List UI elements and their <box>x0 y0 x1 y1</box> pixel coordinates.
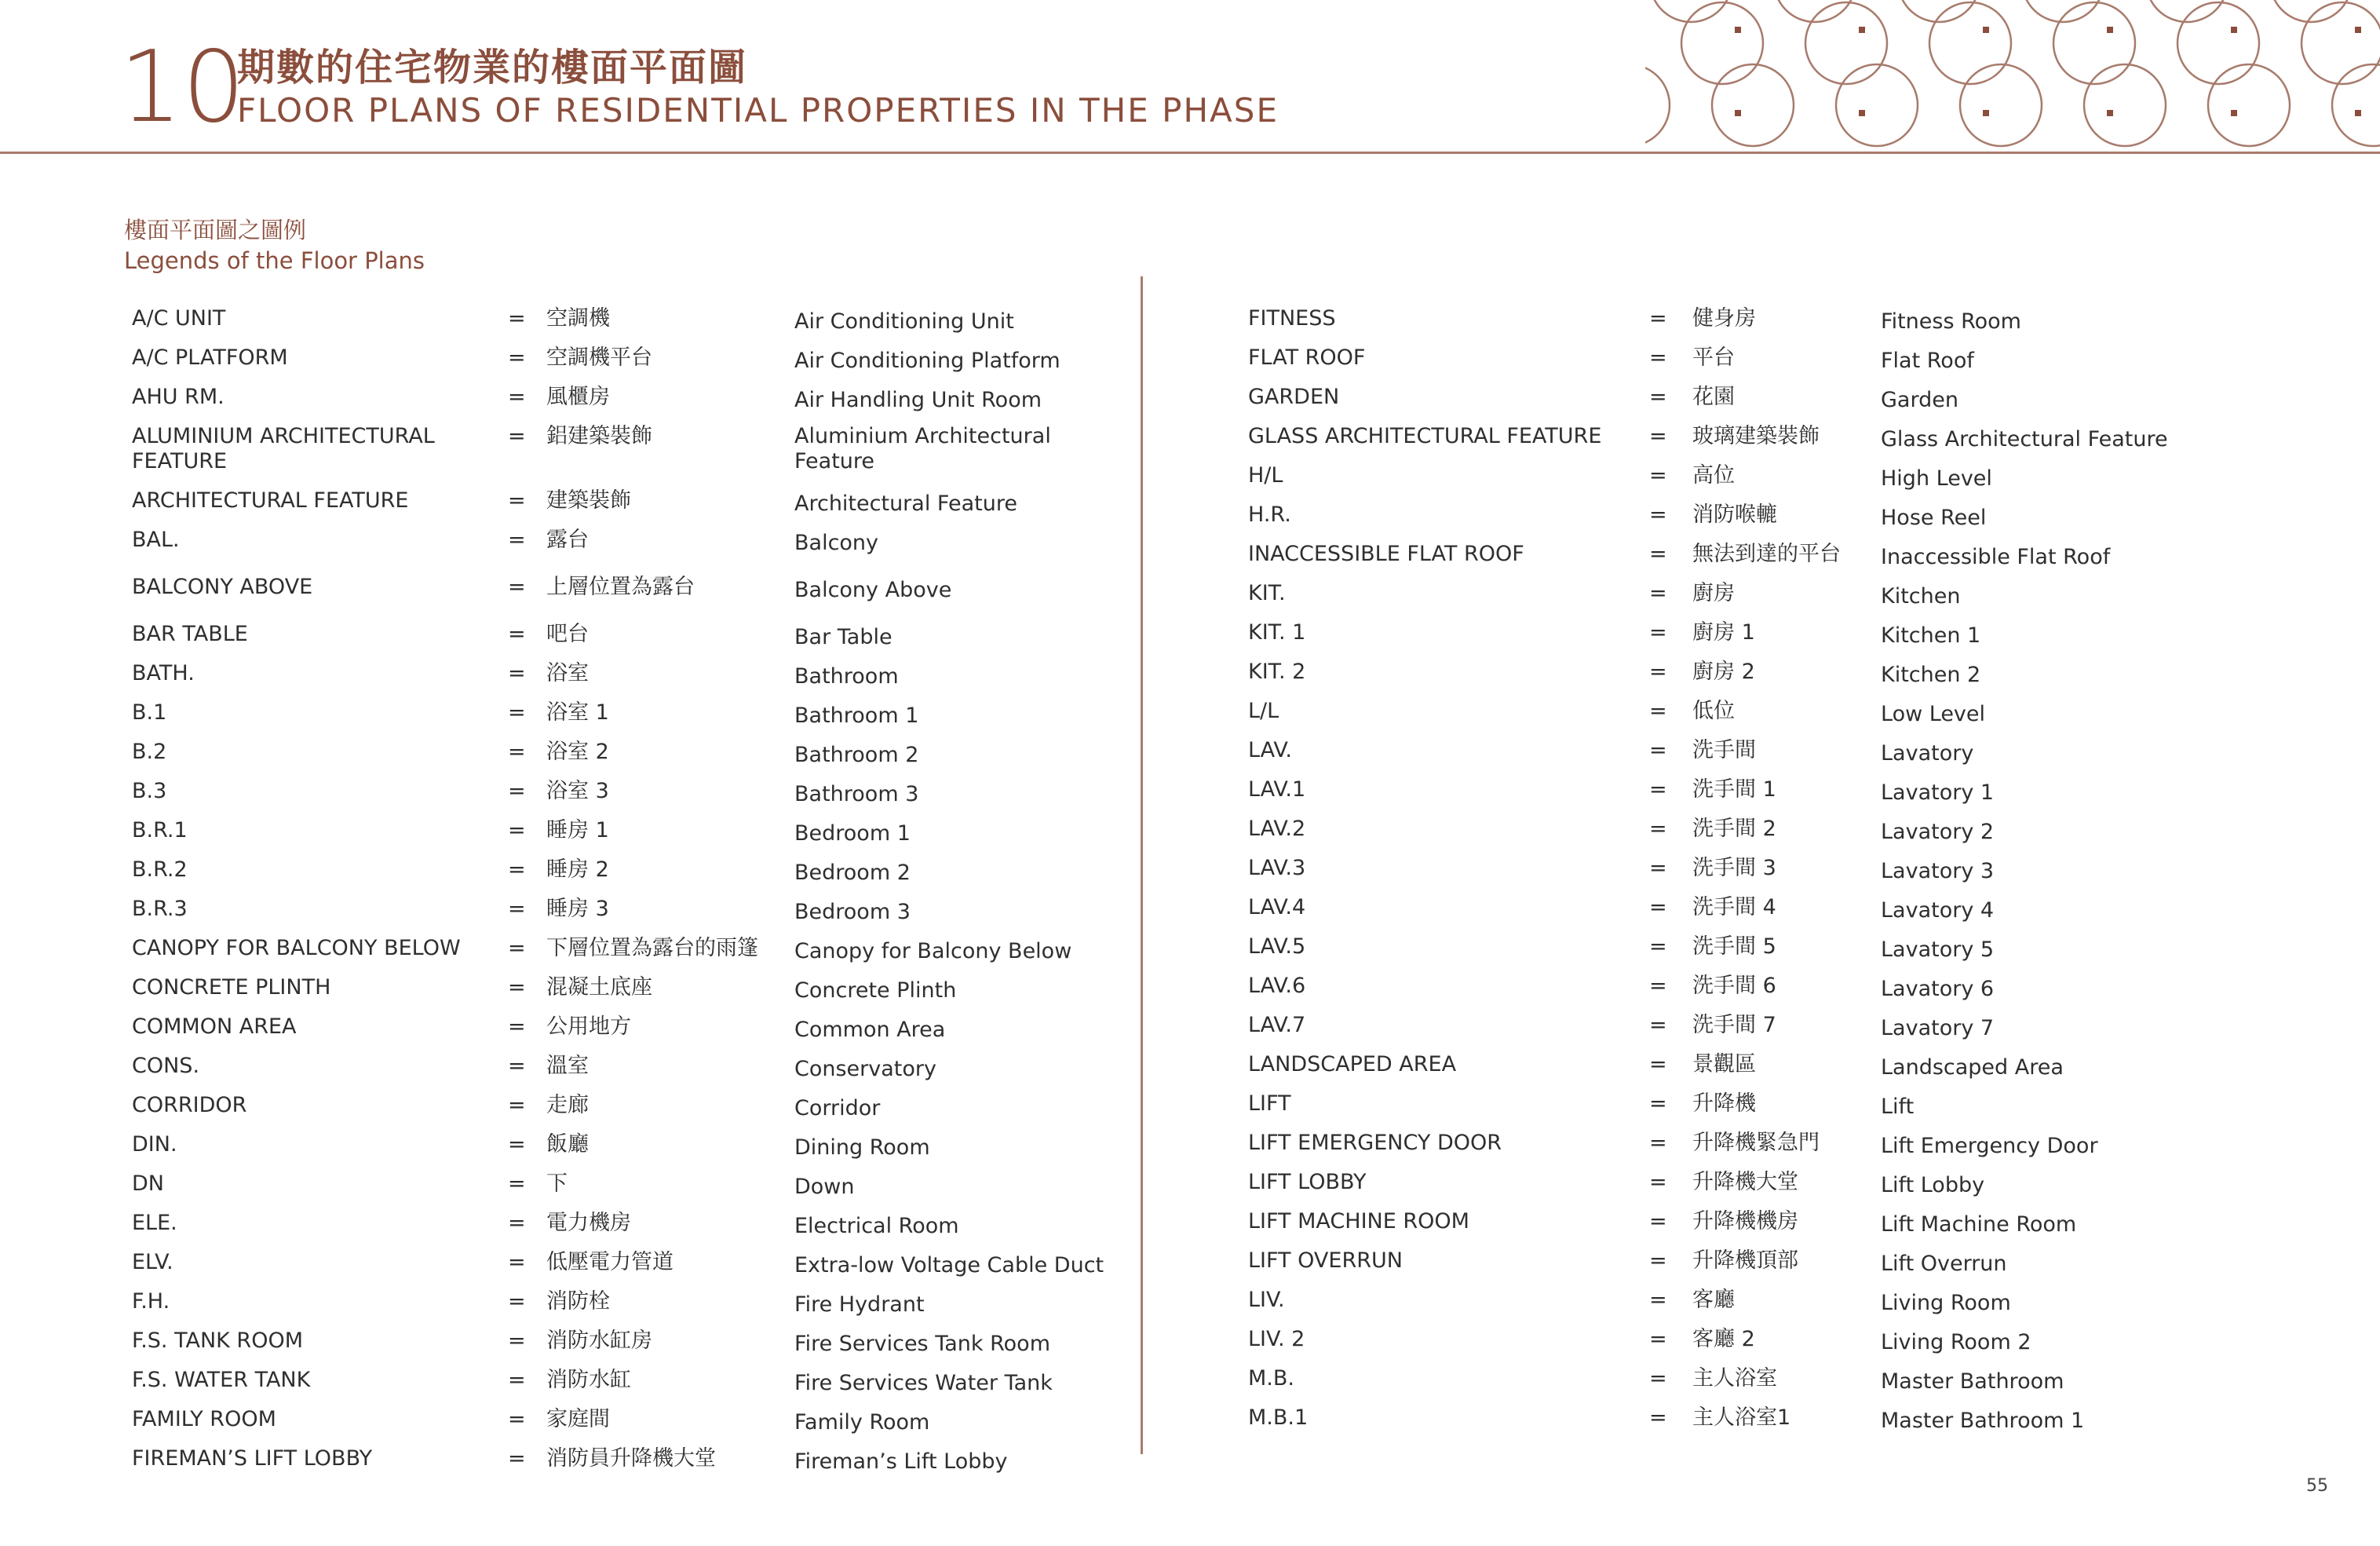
legend-zh: 睡房 1 <box>546 818 609 842</box>
equals-sign: = <box>508 1250 526 1274</box>
equals-sign: = <box>1649 1052 1667 1076</box>
legend-zh: 低位 <box>1692 699 1735 723</box>
legend-en: Master Bathroom <box>1881 1369 2064 1394</box>
legend-zh: 吧台 <box>546 622 589 646</box>
legend-zh: 洗手間 2 <box>1692 817 1776 841</box>
legend-zh: 主人浴室1 <box>1692 1405 1791 1430</box>
legend-zh: 洗手間 1 <box>1692 777 1776 802</box>
legend-zh: 溫室 <box>546 1054 589 1078</box>
equals-sign: = <box>1649 1248 1667 1273</box>
equals-sign: = <box>1649 1131 1667 1155</box>
equals-sign: = <box>508 1446 526 1471</box>
legend-en: Lift Machine Room <box>1881 1212 2077 1237</box>
legend-abbr: LIFT <box>1248 1091 1291 1116</box>
legend-abbr: L/L <box>1248 699 1279 723</box>
equals-sign: = <box>1649 1209 1667 1234</box>
legend-abbr: ELE. <box>132 1211 177 1235</box>
legend-zh: 消防員升降機大堂 <box>546 1446 716 1471</box>
legend-zh: 上層位置為露台 <box>546 575 695 599</box>
legend-zh: 升降機緊急門 <box>1692 1131 1820 1155</box>
legend-abbr: LANDSCAPED AREA <box>1248 1052 1457 1076</box>
legend-en: Fire Services Tank Room <box>794 1332 1050 1356</box>
legend-abbr: ARCHITECTURAL FEATURE <box>132 488 409 513</box>
legend-en: Fire Services Water Tank <box>794 1371 1053 1395</box>
equals-sign: = <box>1649 974 1667 998</box>
legend-abbr: M.B. <box>1248 1366 1294 1391</box>
equals-sign: = <box>508 424 526 448</box>
legend-zh: 升降機頂部 <box>1692 1248 1798 1273</box>
decorative-circle-pattern <box>1645 0 2380 154</box>
equals-sign: = <box>508 1054 526 1078</box>
legend-abbr: LAV.6 <box>1248 974 1306 998</box>
pattern-link <box>2107 27 2113 33</box>
equals-sign: = <box>508 1368 526 1392</box>
legend-abbr: B.3 <box>132 779 167 803</box>
legend-abbr: FIREMAN’S LIFT LOBBY <box>132 1446 373 1471</box>
legend-en: Flat Roof <box>1881 349 1974 373</box>
legend-zh: 公用地方 <box>546 1014 631 1039</box>
legend-abbr: H.R. <box>1248 503 1291 527</box>
equals-sign: = <box>508 1132 526 1157</box>
legend-zh: 鋁建築裝飾 <box>546 424 652 448</box>
equals-sign: = <box>508 740 526 764</box>
equals-sign: = <box>1649 699 1667 723</box>
legend-en: Lavatory 3 <box>1881 859 1995 883</box>
legend-en: High Level <box>1881 466 1992 491</box>
legend-en: Kitchen 1 <box>1881 623 1981 648</box>
legend-en: Conservatory <box>794 1057 936 1081</box>
legend-zh: 走廊 <box>546 1093 589 1117</box>
equals-sign: = <box>508 528 526 552</box>
equals-sign: = <box>508 345 526 370</box>
equals-sign: = <box>508 1407 526 1431</box>
legend-en: Bedroom 1 <box>794 821 911 846</box>
equals-sign: = <box>508 1093 526 1117</box>
equals-sign: = <box>1649 660 1667 684</box>
equals-sign: = <box>508 1211 526 1235</box>
equals-sign: = <box>508 1171 526 1196</box>
legend-zh: 玻璃建築裝飾 <box>1692 424 1820 448</box>
equals-sign: = <box>508 306 526 331</box>
legend-abbr: F.S. WATER TANK <box>132 1368 311 1392</box>
legend-zh: 升降機大堂 <box>1692 1170 1798 1194</box>
legend-title-zh: 樓面平面圖之圖例 <box>124 217 307 243</box>
column-divider <box>1141 276 1143 1454</box>
equals-sign: = <box>508 779 526 803</box>
equals-sign: = <box>508 1289 526 1314</box>
legend-zh: 升降機 <box>1692 1091 1756 1116</box>
pattern-circle <box>2177 2 2259 84</box>
legend-en: Air Conditioning Unit <box>794 309 1014 334</box>
equals-sign: = <box>1649 1013 1667 1037</box>
legend-en: Master Bathroom 1 <box>1881 1409 2085 1433</box>
legend-en: Balcony <box>794 531 879 555</box>
equals-sign: = <box>1649 738 1667 762</box>
legend-zh: 下 <box>546 1171 568 1196</box>
legend-en: Lavatory 7 <box>1881 1016 1995 1040</box>
legend-abbr: A/C PLATFORM <box>132 345 288 370</box>
legend-en: Bathroom <box>794 664 899 689</box>
legend-zh: 洗手間 5 <box>1692 934 1776 959</box>
legend-zh: 家庭間 <box>546 1407 610 1431</box>
pattern-link <box>2355 27 2361 33</box>
page-number: 55 <box>2306 1476 2328 1496</box>
legend-zh: 混凝土底座 <box>546 975 652 1000</box>
legend-en: Extra-low Voltage Cable Duct <box>794 1253 1104 1277</box>
legend-zh: 廚房 <box>1692 581 1735 605</box>
legend-zh: 升降機機房 <box>1692 1209 1798 1234</box>
legend-zh: 高位 <box>1692 463 1735 488</box>
pattern-circle <box>2302 2 2380 84</box>
legend-en: Canopy for Balcony Below <box>794 939 1072 963</box>
legend-abbr: F.H. <box>132 1289 170 1314</box>
pattern-link <box>1859 110 1865 116</box>
equals-sign: = <box>508 700 526 725</box>
legend-en: Kitchen 2 <box>1881 663 1981 687</box>
legend-abbr: LAV.3 <box>1248 856 1306 880</box>
legend-abbr: KIT. 2 <box>1248 660 1306 684</box>
legend-zh: 消防水缸 <box>546 1368 631 1392</box>
equals-sign: = <box>1649 1405 1667 1430</box>
legend-en: Fire Hydrant <box>794 1292 925 1317</box>
legend-abbr: ALUMINIUM ARCHITECTURAL FEATURE <box>132 424 435 473</box>
legend-abbr: B.R.2 <box>132 857 188 882</box>
equals-sign: = <box>1649 895 1667 919</box>
legend-abbr: BATH. <box>132 661 195 685</box>
legend-abbr: A/C UNIT <box>132 306 226 331</box>
legend-en: Living Room <box>1881 1291 2011 1315</box>
legend-en: Dining Room <box>794 1135 930 1160</box>
equals-sign: = <box>1649 424 1667 448</box>
pattern-circle <box>1960 64 2042 146</box>
legend-abbr: CONS. <box>132 1054 200 1078</box>
legend-abbr: LIV. 2 <box>1248 1327 1305 1351</box>
legend-zh: 浴室 3 <box>546 779 609 803</box>
legend-abbr: DN <box>132 1171 164 1196</box>
legend-en: Lavatory 2 <box>1881 820 1995 844</box>
equals-sign: = <box>1649 777 1667 802</box>
equals-sign: = <box>1649 542 1667 566</box>
legend-en: Lift Overrun <box>1881 1252 2007 1276</box>
legend-zh: 浴室 1 <box>546 700 609 725</box>
legend-zh: 建築裝飾 <box>546 488 631 513</box>
legend-abbr: GARDEN <box>1248 385 1340 409</box>
legend-zh: 主人浴室 <box>1692 1366 1777 1391</box>
legend-abbr: BALCONY ABOVE <box>132 575 313 599</box>
equals-sign: = <box>508 622 526 646</box>
pattern-circle <box>1681 2 1763 84</box>
legend-zh: 風櫃房 <box>546 385 610 409</box>
legend-abbr: LIFT OVERRUN <box>1248 1248 1403 1273</box>
legend-en: Hose Reel <box>1881 506 1987 530</box>
pattern-circle <box>2208 64 2290 146</box>
legend-abbr: B.2 <box>132 740 167 764</box>
legend-abbr: CANOPY FOR BALCONY BELOW <box>132 936 461 960</box>
legend-en: Bathroom 2 <box>794 743 919 767</box>
legend-abbr: COMMON AREA <box>132 1014 297 1039</box>
legend-zh: 飯廳 <box>546 1132 589 1157</box>
legend-en: Aluminium Architectural Feature <box>794 424 1051 473</box>
pattern-circle <box>2084 64 2166 146</box>
legend-zh: 洗手間 3 <box>1692 856 1776 880</box>
equals-sign: = <box>1649 1366 1667 1391</box>
legend-abbr: BAR TABLE <box>132 622 248 646</box>
equals-sign: = <box>1649 581 1667 605</box>
pattern-circle <box>1805 2 1887 84</box>
legend-en: Glass Architectural Feature <box>1881 427 2168 451</box>
legend-title-en: Legends of the Floor Plans <box>124 247 425 274</box>
legend-en: Air Handling Unit Room <box>794 388 1042 412</box>
equals-sign: = <box>508 857 526 882</box>
legend-zh: 空調機 <box>546 306 610 331</box>
legend-abbr: GLASS ARCHITECTURAL FEATURE <box>1248 424 1602 448</box>
equals-sign: = <box>1649 1091 1667 1116</box>
pattern-circle <box>2053 2 2135 84</box>
pattern-circle <box>1712 64 1794 146</box>
legend-abbr: LAV.5 <box>1248 934 1306 959</box>
equals-sign: = <box>508 1329 526 1353</box>
legend-abbr: LAV.7 <box>1248 1013 1306 1037</box>
legend-en: Fireman’s Lift Lobby <box>794 1449 1008 1474</box>
legend-zh: 洗手間 <box>1692 738 1756 762</box>
legend-en: Concrete Plinth <box>794 978 957 1003</box>
legend-abbr: F.S. TANK ROOM <box>132 1329 303 1353</box>
equals-sign: = <box>508 1014 526 1039</box>
legend-zh: 洗手間 7 <box>1692 1013 1776 1037</box>
pattern-circle <box>1836 64 1918 146</box>
equals-sign: = <box>508 897 526 921</box>
pattern-link <box>1983 27 1989 33</box>
legend-zh: 廚房 1 <box>1692 620 1755 645</box>
equals-sign: = <box>1649 385 1667 409</box>
legend-abbr: CONCRETE PLINTH <box>132 975 331 1000</box>
legend-zh: 消防水缸房 <box>546 1329 652 1353</box>
legend-en: Common Area <box>794 1018 946 1042</box>
legend-en: Lift Lobby <box>1881 1173 1985 1197</box>
legend-en: Lavatory 5 <box>1881 937 1995 962</box>
legend-zh: 洗手間 6 <box>1692 974 1776 998</box>
legend-en: Corridor <box>794 1096 881 1120</box>
legend-en: Bedroom 2 <box>794 861 911 885</box>
legend-en: Lavatory <box>1881 741 1974 766</box>
legend-abbr: ELV. <box>132 1250 173 1274</box>
legend-en: Fitness Room <box>1881 309 2021 334</box>
legend-abbr: H/L <box>1248 463 1283 488</box>
legend-zh: 電力機房 <box>546 1211 631 1235</box>
legend-abbr: BAL. <box>132 528 180 552</box>
equals-sign: = <box>1649 1170 1667 1194</box>
legend-en: Bathroom 3 <box>794 782 919 806</box>
equals-sign: = <box>1649 620 1667 645</box>
legend-en: Low Level <box>1881 702 1986 726</box>
equals-sign: = <box>1649 934 1667 959</box>
legend-abbr: CORRIDOR <box>132 1093 247 1117</box>
pattern-circle <box>1929 2 2011 84</box>
legend-abbr: FLAT ROOF <box>1248 345 1366 370</box>
legend-en: Air Conditioning Platform <box>794 349 1060 373</box>
legend-zh: 下層位置為露台的雨篷 <box>546 936 758 960</box>
legend-zh: 客廳 <box>1692 1288 1735 1312</box>
legend-en: Landscaped Area <box>1881 1055 2064 1080</box>
equals-sign: = <box>1649 306 1667 331</box>
pattern-link <box>1859 27 1865 33</box>
pattern-circle <box>2332 64 2380 146</box>
legend-abbr: INACCESSIBLE FLAT ROOF <box>1248 542 1524 566</box>
legend-abbr: B.R.3 <box>132 897 188 921</box>
equals-sign: = <box>508 661 526 685</box>
legend-en: Garden <box>1881 388 1958 412</box>
legend-en: Kitchen <box>1881 584 1961 609</box>
legend-abbr: LAV.4 <box>1248 895 1306 919</box>
legend-abbr: FITNESS <box>1248 306 1336 331</box>
pattern-link <box>2231 27 2237 33</box>
pattern-link <box>2107 110 2113 116</box>
equals-sign: = <box>1649 1288 1667 1312</box>
legend-en: Electrical Room <box>794 1214 959 1238</box>
legend-abbr: KIT. 1 <box>1248 620 1306 645</box>
legend-abbr: FAMILY ROOM <box>132 1407 276 1431</box>
pattern-link <box>2355 110 2361 116</box>
legend-zh: 浴室 <box>546 661 589 685</box>
legend-en: Inaccessible Flat Roof <box>1881 545 2111 569</box>
legend-zh: 廚房 2 <box>1692 660 1755 684</box>
legend-en: Balcony Above <box>794 578 952 602</box>
legend-abbr: LAV.1 <box>1248 777 1306 802</box>
equals-sign: = <box>508 936 526 960</box>
legend-en: Bar Table <box>794 625 892 649</box>
pattern-circle <box>1645 64 1670 146</box>
legend-en: Living Room 2 <box>1881 1330 2031 1354</box>
pattern-link <box>2231 110 2237 116</box>
equals-sign: = <box>508 975 526 1000</box>
legend-en: Lavatory 1 <box>1881 780 1995 805</box>
page-title-en: FLOOR PLANS OF RESIDENTIAL PROPERTIES IN THE PHASE <box>237 91 1279 130</box>
legend-zh: 景觀區 <box>1692 1052 1756 1076</box>
legend-zh: 平台 <box>1692 345 1735 370</box>
legend-abbr: LIFT EMERGENCY DOOR <box>1248 1131 1502 1155</box>
legend-abbr: LAV. <box>1248 738 1292 762</box>
legend-zh: 睡房 3 <box>546 897 609 921</box>
legend-zh: 浴室 2 <box>546 740 609 764</box>
legend-abbr: AHU RM. <box>132 385 224 409</box>
legend-en: Family Room <box>794 1410 930 1435</box>
legend-abbr: M.B.1 <box>1248 1405 1309 1430</box>
legend-zh: 消防喉轆 <box>1692 503 1777 527</box>
legend-abbr: DIN. <box>132 1132 177 1157</box>
equals-sign: = <box>508 818 526 842</box>
legend-en: Bathroom 1 <box>794 704 919 728</box>
equals-sign: = <box>1649 817 1667 841</box>
section-number: 10 <box>119 29 246 144</box>
legend-en: Lavatory 6 <box>1881 977 1995 1001</box>
equals-sign: = <box>1649 503 1667 527</box>
legend-zh: 健身房 <box>1692 306 1756 331</box>
pattern-link <box>1735 110 1741 116</box>
equals-sign: = <box>1649 1327 1667 1351</box>
legend-zh: 消防栓 <box>546 1289 610 1314</box>
legend-en: Bedroom 3 <box>794 900 911 924</box>
legend-abbr: LIFT LOBBY <box>1248 1170 1367 1194</box>
pattern-link <box>1735 27 1741 33</box>
legend-en: Lavatory 4 <box>1881 898 1995 923</box>
legend-zh: 低壓電力管道 <box>546 1250 673 1274</box>
legend-zh: 洗手間 4 <box>1692 895 1776 919</box>
legend-en: Lift Emergency Door <box>1881 1134 2098 1158</box>
page-title-zh: 期數的住宅物業的樓面平面圖 <box>237 46 748 90</box>
legend-en: Down <box>794 1175 855 1199</box>
equals-sign: = <box>508 385 526 409</box>
legend-zh: 睡房 2 <box>546 857 609 882</box>
legend-abbr: B.1 <box>132 700 167 725</box>
legend-zh: 無法到達的平台 <box>1692 542 1841 566</box>
legend-en: Lift <box>1881 1095 1915 1119</box>
equals-sign: = <box>1649 856 1667 880</box>
legend-abbr: LAV.2 <box>1248 817 1306 841</box>
pattern-link <box>1983 110 1989 116</box>
legend-abbr: KIT. <box>1248 581 1286 605</box>
legend-zh: 空調機平台 <box>546 345 652 370</box>
equals-sign: = <box>508 488 526 513</box>
legend-abbr: B.R.1 <box>132 818 188 842</box>
legend-zh: 花園 <box>1692 385 1735 409</box>
legend-zh: 客廳 2 <box>1692 1327 1755 1351</box>
equals-sign: = <box>1649 345 1667 370</box>
legend-zh: 露台 <box>546 528 589 552</box>
equals-sign: = <box>1649 463 1667 488</box>
equals-sign: = <box>508 575 526 599</box>
legend-abbr: LIV. <box>1248 1288 1285 1312</box>
legend-en: Architectural Feature <box>794 492 1017 516</box>
legend-abbr: LIFT MACHINE ROOM <box>1248 1209 1469 1234</box>
